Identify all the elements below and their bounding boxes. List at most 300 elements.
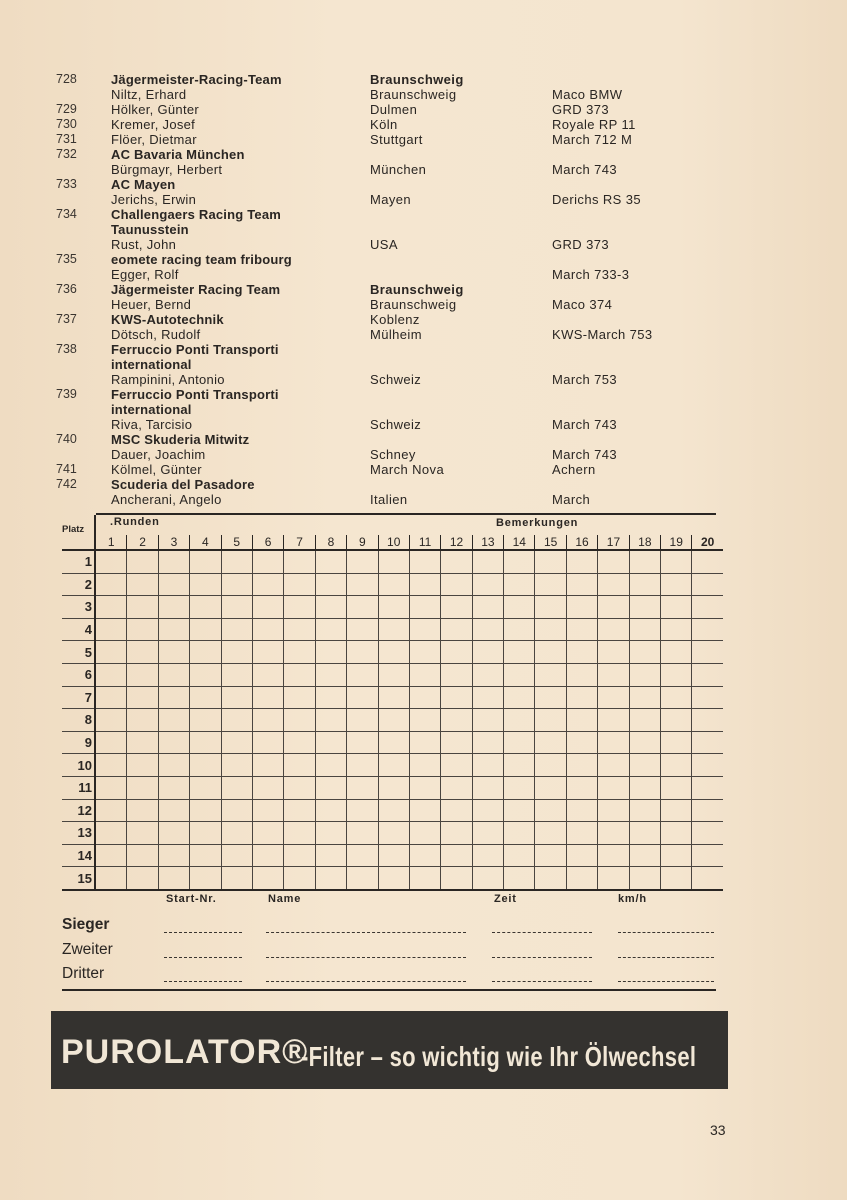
grid-cell[interactable] bbox=[190, 596, 221, 619]
grid-cell[interactable] bbox=[95, 550, 127, 573]
grid-cell[interactable] bbox=[472, 663, 503, 686]
grid-cell[interactable] bbox=[504, 844, 535, 867]
grid-cell[interactable] bbox=[441, 822, 472, 845]
grid-cell[interactable] bbox=[409, 867, 440, 890]
grid-cell[interactable] bbox=[692, 731, 723, 754]
grid-cell[interactable] bbox=[661, 686, 692, 709]
grid-cell[interactable] bbox=[692, 618, 723, 641]
grid-cell[interactable] bbox=[378, 686, 409, 709]
grid-cell[interactable] bbox=[535, 550, 566, 573]
grid-cell[interactable] bbox=[441, 550, 472, 573]
grid-cell[interactable] bbox=[221, 867, 252, 890]
grid-cell[interactable] bbox=[127, 867, 158, 890]
grid-cell[interactable] bbox=[127, 573, 158, 596]
grid-cell[interactable] bbox=[409, 709, 440, 732]
grid-cell[interactable] bbox=[315, 867, 346, 890]
grid-cell[interactable] bbox=[629, 663, 660, 686]
zweiter-zeit-line[interactable] bbox=[492, 956, 592, 958]
grid-cell[interactable] bbox=[409, 686, 440, 709]
dritter-kmh-line[interactable] bbox=[618, 980, 714, 982]
grid-cell[interactable] bbox=[252, 573, 283, 596]
grid-cell[interactable] bbox=[127, 596, 158, 619]
grid-cell[interactable] bbox=[441, 686, 472, 709]
grid-cell[interactable] bbox=[95, 776, 127, 799]
grid-cell[interactable] bbox=[409, 618, 440, 641]
grid-cell[interactable] bbox=[158, 596, 189, 619]
grid-cell[interactable] bbox=[95, 867, 127, 890]
grid-cell[interactable] bbox=[315, 641, 346, 664]
grid-cell[interactable] bbox=[252, 844, 283, 867]
grid-cell[interactable] bbox=[504, 618, 535, 641]
grid-cell[interactable] bbox=[535, 799, 566, 822]
grid-cell[interactable] bbox=[472, 618, 503, 641]
grid-cell[interactable] bbox=[158, 663, 189, 686]
grid-cell[interactable] bbox=[158, 686, 189, 709]
grid-cell[interactable] bbox=[629, 686, 660, 709]
grid-cell[interactable] bbox=[661, 867, 692, 890]
grid-cell[interactable] bbox=[158, 731, 189, 754]
grid-cell[interactable] bbox=[378, 663, 409, 686]
grid-cell[interactable] bbox=[347, 754, 378, 777]
grid-cell[interactable] bbox=[504, 709, 535, 732]
grid-cell[interactable] bbox=[629, 731, 660, 754]
grid-cell[interactable] bbox=[347, 550, 378, 573]
grid-cell[interactable] bbox=[661, 573, 692, 596]
grid-cell[interactable] bbox=[566, 596, 597, 619]
grid-cell[interactable] bbox=[284, 663, 315, 686]
grid-cell[interactable] bbox=[504, 822, 535, 845]
grid-cell[interactable] bbox=[598, 776, 629, 799]
sieger-name-line[interactable] bbox=[266, 931, 466, 933]
grid-cell[interactable] bbox=[535, 731, 566, 754]
grid-cell[interactable] bbox=[252, 799, 283, 822]
grid-cell[interactable] bbox=[472, 731, 503, 754]
grid-cell[interactable] bbox=[252, 776, 283, 799]
grid-cell[interactable] bbox=[472, 867, 503, 890]
grid-cell[interactable] bbox=[347, 573, 378, 596]
grid-cell[interactable] bbox=[127, 731, 158, 754]
dritter-startnr-line[interactable] bbox=[164, 980, 242, 982]
grid-cell[interactable] bbox=[598, 618, 629, 641]
grid-cell[interactable] bbox=[284, 799, 315, 822]
grid-cell[interactable] bbox=[441, 596, 472, 619]
grid-cell[interactable] bbox=[598, 596, 629, 619]
grid-cell[interactable] bbox=[221, 550, 252, 573]
grid-cell[interactable] bbox=[378, 867, 409, 890]
grid-cell[interactable] bbox=[629, 754, 660, 777]
grid-cell[interactable] bbox=[347, 686, 378, 709]
grid-cell[interactable] bbox=[221, 686, 252, 709]
grid-cell[interactable] bbox=[472, 709, 503, 732]
grid-cell[interactable] bbox=[441, 799, 472, 822]
grid-cell[interactable] bbox=[378, 844, 409, 867]
dritter-name-line[interactable] bbox=[266, 980, 466, 982]
grid-cell[interactable] bbox=[190, 776, 221, 799]
grid-cell[interactable] bbox=[535, 709, 566, 732]
grid-cell[interactable] bbox=[598, 573, 629, 596]
grid-cell[interactable] bbox=[566, 822, 597, 845]
grid-cell[interactable] bbox=[504, 867, 535, 890]
grid-cell[interactable] bbox=[535, 596, 566, 619]
grid-cell[interactable] bbox=[158, 822, 189, 845]
grid-cell[interactable] bbox=[190, 618, 221, 641]
grid-cell[interactable] bbox=[284, 731, 315, 754]
grid-cell[interactable] bbox=[284, 618, 315, 641]
grid-cell[interactable] bbox=[221, 641, 252, 664]
grid-cell[interactable] bbox=[221, 596, 252, 619]
grid-cell[interactable] bbox=[284, 550, 315, 573]
grid-cell[interactable] bbox=[127, 709, 158, 732]
grid-cell[interactable] bbox=[661, 731, 692, 754]
grid-cell[interactable] bbox=[158, 754, 189, 777]
grid-cell[interactable] bbox=[315, 822, 346, 845]
grid-cell[interactable] bbox=[472, 754, 503, 777]
grid-cell[interactable] bbox=[535, 686, 566, 709]
grid-cell[interactable] bbox=[95, 731, 127, 754]
grid-cell[interactable] bbox=[158, 573, 189, 596]
grid-cell[interactable] bbox=[347, 799, 378, 822]
grid-cell[interactable] bbox=[95, 844, 127, 867]
grid-cell[interactable] bbox=[252, 822, 283, 845]
grid-cell[interactable] bbox=[158, 844, 189, 867]
grid-cell[interactable] bbox=[535, 867, 566, 890]
grid-cell[interactable] bbox=[566, 641, 597, 664]
grid-cell[interactable] bbox=[692, 754, 723, 777]
grid-cell[interactable] bbox=[252, 709, 283, 732]
dritter-zeit-line[interactable] bbox=[492, 980, 592, 982]
grid-cell[interactable] bbox=[252, 550, 283, 573]
grid-cell[interactable] bbox=[661, 618, 692, 641]
sieger-zeit-line[interactable] bbox=[492, 931, 592, 933]
grid-cell[interactable] bbox=[190, 663, 221, 686]
grid-cell[interactable] bbox=[504, 754, 535, 777]
grid-cell[interactable] bbox=[472, 844, 503, 867]
grid-cell[interactable] bbox=[127, 754, 158, 777]
grid-cell[interactable] bbox=[504, 596, 535, 619]
grid-cell[interactable] bbox=[409, 822, 440, 845]
grid-cell[interactable] bbox=[441, 709, 472, 732]
grid-cell[interactable] bbox=[535, 663, 566, 686]
grid-cell[interactable] bbox=[441, 618, 472, 641]
grid-cell[interactable] bbox=[252, 663, 283, 686]
grid-cell[interactable] bbox=[284, 641, 315, 664]
grid-cell[interactable] bbox=[190, 844, 221, 867]
grid-cell[interactable] bbox=[190, 731, 221, 754]
grid-cell[interactable] bbox=[190, 641, 221, 664]
sieger-startnr-line[interactable] bbox=[164, 931, 242, 933]
grid-cell[interactable] bbox=[158, 550, 189, 573]
grid-cell[interactable] bbox=[347, 776, 378, 799]
grid-cell[interactable] bbox=[284, 822, 315, 845]
grid-cell[interactable] bbox=[629, 573, 660, 596]
grid-cell[interactable] bbox=[409, 776, 440, 799]
grid-cell[interactable] bbox=[95, 596, 127, 619]
grid-cell[interactable] bbox=[190, 754, 221, 777]
grid-cell[interactable] bbox=[598, 641, 629, 664]
grid-cell[interactable] bbox=[566, 686, 597, 709]
grid-cell[interactable] bbox=[472, 641, 503, 664]
grid-cell[interactable] bbox=[378, 776, 409, 799]
sieger-kmh-line[interactable] bbox=[618, 931, 714, 933]
grid-cell[interactable] bbox=[190, 686, 221, 709]
grid-cell[interactable] bbox=[472, 776, 503, 799]
grid-cell[interactable] bbox=[158, 776, 189, 799]
grid-cell[interactable] bbox=[566, 867, 597, 890]
grid-cell[interactable] bbox=[535, 573, 566, 596]
grid-cell[interactable] bbox=[566, 663, 597, 686]
grid-cell[interactable] bbox=[661, 550, 692, 573]
grid-cell[interactable] bbox=[504, 776, 535, 799]
grid-cell[interactable] bbox=[504, 641, 535, 664]
grid-cell[interactable] bbox=[378, 550, 409, 573]
grid-cell[interactable] bbox=[692, 573, 723, 596]
grid-cell[interactable] bbox=[190, 799, 221, 822]
grid-cell[interactable] bbox=[472, 573, 503, 596]
grid-cell[interactable] bbox=[692, 686, 723, 709]
grid-cell[interactable] bbox=[472, 550, 503, 573]
zweiter-kmh-line[interactable] bbox=[618, 956, 714, 958]
grid-cell[interactable] bbox=[409, 550, 440, 573]
grid-cell[interactable] bbox=[409, 799, 440, 822]
grid-cell[interactable] bbox=[284, 754, 315, 777]
grid-cell[interactable] bbox=[692, 822, 723, 845]
grid-cell[interactable] bbox=[629, 709, 660, 732]
grid-cell[interactable] bbox=[441, 776, 472, 799]
grid-cell[interactable] bbox=[95, 709, 127, 732]
grid-cell[interactable] bbox=[504, 686, 535, 709]
grid-cell[interactable] bbox=[566, 618, 597, 641]
grid-cell[interactable] bbox=[566, 573, 597, 596]
grid-cell[interactable] bbox=[409, 573, 440, 596]
grid-cell[interactable] bbox=[95, 573, 127, 596]
grid-cell[interactable] bbox=[127, 844, 158, 867]
grid-cell[interactable] bbox=[127, 822, 158, 845]
grid-cell[interactable] bbox=[315, 686, 346, 709]
grid-cell[interactable] bbox=[504, 573, 535, 596]
grid-cell[interactable] bbox=[535, 844, 566, 867]
grid-cell[interactable] bbox=[190, 867, 221, 890]
grid-cell[interactable] bbox=[566, 754, 597, 777]
grid-cell[interactable] bbox=[284, 573, 315, 596]
grid-cell[interactable] bbox=[661, 663, 692, 686]
grid-cell[interactable] bbox=[629, 641, 660, 664]
grid-cell[interactable] bbox=[692, 641, 723, 664]
grid-cell[interactable] bbox=[441, 731, 472, 754]
grid-cell[interactable] bbox=[661, 799, 692, 822]
grid-cell[interactable] bbox=[347, 663, 378, 686]
grid-cell[interactable] bbox=[315, 709, 346, 732]
grid-cell[interactable] bbox=[629, 867, 660, 890]
grid-cell[interactable] bbox=[692, 776, 723, 799]
grid-cell[interactable] bbox=[566, 709, 597, 732]
grid-cell[interactable] bbox=[661, 822, 692, 845]
grid-cell[interactable] bbox=[315, 844, 346, 867]
grid-cell[interactable] bbox=[252, 596, 283, 619]
grid-cell[interactable] bbox=[221, 822, 252, 845]
grid-cell[interactable] bbox=[661, 596, 692, 619]
grid-cell[interactable] bbox=[284, 776, 315, 799]
grid-cell[interactable] bbox=[535, 822, 566, 845]
grid-cell[interactable] bbox=[566, 799, 597, 822]
grid-cell[interactable] bbox=[661, 776, 692, 799]
grid-cell[interactable] bbox=[221, 573, 252, 596]
grid-cell[interactable] bbox=[221, 844, 252, 867]
grid-cell[interactable] bbox=[95, 618, 127, 641]
grid-cell[interactable] bbox=[692, 550, 723, 573]
grid-cell[interactable] bbox=[441, 663, 472, 686]
grid-cell[interactable] bbox=[661, 709, 692, 732]
grid-cell[interactable] bbox=[378, 641, 409, 664]
grid-cell[interactable] bbox=[315, 731, 346, 754]
grid-cell[interactable] bbox=[409, 641, 440, 664]
grid-cell[interactable] bbox=[692, 663, 723, 686]
grid-cell[interactable] bbox=[315, 776, 346, 799]
grid-cell[interactable] bbox=[347, 731, 378, 754]
grid-cell[interactable] bbox=[252, 686, 283, 709]
grid-cell[interactable] bbox=[284, 844, 315, 867]
grid-cell[interactable] bbox=[158, 867, 189, 890]
grid-cell[interactable] bbox=[598, 731, 629, 754]
grid-cell[interactable] bbox=[252, 867, 283, 890]
grid-cell[interactable] bbox=[158, 641, 189, 664]
grid-cell[interactable] bbox=[158, 618, 189, 641]
grid-cell[interactable] bbox=[127, 663, 158, 686]
grid-cell[interactable] bbox=[598, 844, 629, 867]
grid-cell[interactable] bbox=[472, 799, 503, 822]
grid-cell[interactable] bbox=[284, 709, 315, 732]
grid-cell[interactable] bbox=[378, 731, 409, 754]
grid-cell[interactable] bbox=[566, 731, 597, 754]
grid-cell[interactable] bbox=[629, 822, 660, 845]
grid-cell[interactable] bbox=[127, 550, 158, 573]
grid-cell[interactable] bbox=[535, 754, 566, 777]
grid-cell[interactable] bbox=[378, 709, 409, 732]
grid-cell[interactable] bbox=[692, 844, 723, 867]
grid-cell[interactable] bbox=[315, 573, 346, 596]
grid-cell[interactable] bbox=[629, 550, 660, 573]
grid-cell[interactable] bbox=[347, 709, 378, 732]
grid-cell[interactable] bbox=[158, 799, 189, 822]
grid-cell[interactable] bbox=[441, 573, 472, 596]
grid-cell[interactable] bbox=[661, 844, 692, 867]
grid-cell[interactable] bbox=[190, 822, 221, 845]
grid-cell[interactable] bbox=[472, 686, 503, 709]
grid-cell[interactable] bbox=[252, 754, 283, 777]
grid-cell[interactable] bbox=[566, 844, 597, 867]
grid-cell[interactable] bbox=[409, 844, 440, 867]
grid-cell[interactable] bbox=[629, 844, 660, 867]
grid-cell[interactable] bbox=[378, 596, 409, 619]
grid-cell[interactable] bbox=[441, 867, 472, 890]
grid-cell[interactable] bbox=[598, 686, 629, 709]
grid-cell[interactable] bbox=[315, 663, 346, 686]
grid-cell[interactable] bbox=[378, 618, 409, 641]
grid-cell[interactable] bbox=[378, 573, 409, 596]
grid-cell[interactable] bbox=[409, 754, 440, 777]
grid-cell[interactable] bbox=[661, 754, 692, 777]
grid-cell[interactable] bbox=[598, 799, 629, 822]
grid-cell[interactable] bbox=[692, 596, 723, 619]
grid-cell[interactable] bbox=[347, 641, 378, 664]
grid-cell[interactable] bbox=[441, 754, 472, 777]
grid-cell[interactable] bbox=[598, 663, 629, 686]
grid-cell[interactable] bbox=[95, 754, 127, 777]
grid-cell[interactable] bbox=[315, 596, 346, 619]
grid-cell[interactable] bbox=[347, 844, 378, 867]
grid-cell[interactable] bbox=[535, 776, 566, 799]
grid-cell[interactable] bbox=[598, 550, 629, 573]
grid-cell[interactable] bbox=[190, 573, 221, 596]
grid-cell[interactable] bbox=[221, 776, 252, 799]
grid-cell[interactable] bbox=[409, 731, 440, 754]
grid-cell[interactable] bbox=[127, 776, 158, 799]
grid-cell[interactable] bbox=[598, 754, 629, 777]
grid-cell[interactable] bbox=[158, 709, 189, 732]
grid-cell[interactable] bbox=[692, 709, 723, 732]
grid-cell[interactable] bbox=[629, 776, 660, 799]
grid-cell[interactable] bbox=[284, 686, 315, 709]
grid-cell[interactable] bbox=[692, 867, 723, 890]
grid-cell[interactable] bbox=[127, 686, 158, 709]
grid-cell[interactable] bbox=[535, 641, 566, 664]
grid-cell[interactable] bbox=[598, 709, 629, 732]
grid-cell[interactable] bbox=[221, 663, 252, 686]
grid-cell[interactable] bbox=[221, 754, 252, 777]
grid-cell[interactable] bbox=[95, 799, 127, 822]
grid-cell[interactable] bbox=[378, 822, 409, 845]
grid-cell[interactable] bbox=[95, 641, 127, 664]
grid-cell[interactable] bbox=[95, 822, 127, 845]
grid-cell[interactable] bbox=[598, 867, 629, 890]
grid-cell[interactable] bbox=[221, 709, 252, 732]
grid-cell[interactable] bbox=[347, 867, 378, 890]
grid-cell[interactable] bbox=[221, 731, 252, 754]
grid-cell[interactable] bbox=[378, 754, 409, 777]
grid-cell[interactable] bbox=[661, 641, 692, 664]
grid-cell[interactable] bbox=[190, 550, 221, 573]
grid-cell[interactable] bbox=[504, 731, 535, 754]
grid-cell[interactable] bbox=[252, 731, 283, 754]
grid-cell[interactable] bbox=[127, 641, 158, 664]
grid-cell[interactable] bbox=[629, 799, 660, 822]
grid-cell[interactable] bbox=[284, 867, 315, 890]
grid-cell[interactable] bbox=[315, 550, 346, 573]
grid-cell[interactable] bbox=[284, 596, 315, 619]
grid-cell[interactable] bbox=[472, 596, 503, 619]
grid-cell[interactable] bbox=[95, 663, 127, 686]
grid-cell[interactable] bbox=[347, 822, 378, 845]
grid-cell[interactable] bbox=[409, 663, 440, 686]
grid-cell[interactable] bbox=[566, 776, 597, 799]
grid-cell[interactable] bbox=[221, 618, 252, 641]
zweiter-name-line[interactable] bbox=[266, 956, 466, 958]
grid-cell[interactable] bbox=[252, 618, 283, 641]
grid-cell[interactable] bbox=[252, 641, 283, 664]
grid-cell[interactable] bbox=[221, 799, 252, 822]
grid-cell[interactable] bbox=[629, 618, 660, 641]
zweiter-startnr-line[interactable] bbox=[164, 956, 242, 958]
grid-cell[interactable] bbox=[629, 596, 660, 619]
grid-cell[interactable] bbox=[566, 550, 597, 573]
grid-cell[interactable] bbox=[127, 799, 158, 822]
grid-cell[interactable] bbox=[315, 799, 346, 822]
grid-cell[interactable] bbox=[378, 799, 409, 822]
grid-cell[interactable] bbox=[315, 618, 346, 641]
grid-cell[interactable] bbox=[504, 550, 535, 573]
grid-cell[interactable] bbox=[504, 663, 535, 686]
grid-cell[interactable] bbox=[190, 709, 221, 732]
grid-cell[interactable] bbox=[472, 822, 503, 845]
